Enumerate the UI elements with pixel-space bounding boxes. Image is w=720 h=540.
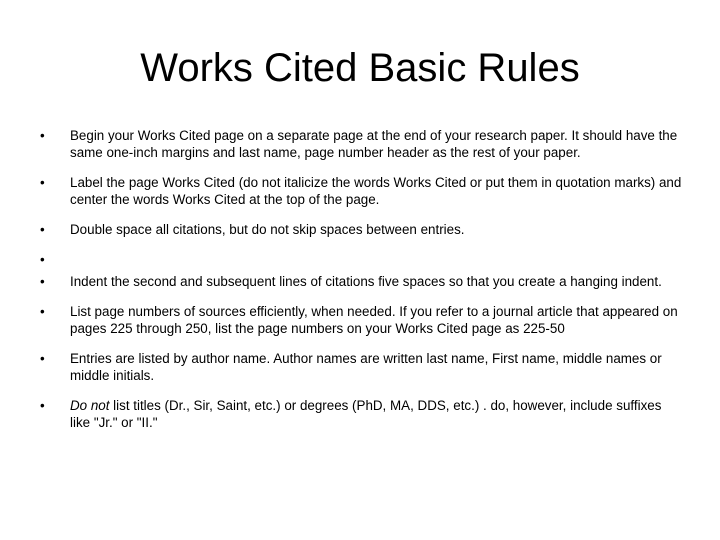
bullet-icon: • xyxy=(40,175,45,190)
bullet-text-emphasis: Do not xyxy=(70,398,110,413)
bullet-item-titles-degrees xyxy=(36,397,684,431)
bullet-icon: • xyxy=(40,274,45,289)
bullet-text: Label the page Works Cited (do not italicize the words Works Cited or put them in quotation marks) and center the words Works Cited at the top of the page. xyxy=(70,175,682,207)
slide-title: Works Cited Basic Rules xyxy=(140,46,580,90)
bullet-text-wrapper xyxy=(70,397,684,431)
bullet-item-separate-page xyxy=(36,127,684,161)
bullet-icon: • xyxy=(40,128,45,143)
bullet-text: list titles (Dr., Sir, Saint, etc.) or degrees (PhD, MA, DDS, etc.) . do, however, include suffixes like "Jr." or "II." xyxy=(70,398,662,430)
bullet-icon: • xyxy=(40,222,45,237)
bullet-item-double-space xyxy=(36,221,684,238)
bullet-text xyxy=(70,251,684,268)
bullet-icon: • xyxy=(40,252,45,267)
bullet-list xyxy=(36,127,684,444)
bullet-item-label-page xyxy=(36,174,684,208)
bullet-icon: • xyxy=(40,351,45,366)
bullet-icon: • xyxy=(40,304,45,319)
bullet-item-empty xyxy=(36,251,684,268)
bullet-text: Double space all citations, but do not skip spaces between entries. xyxy=(70,222,465,237)
bullet-item-author-name xyxy=(36,350,684,384)
bullet-icon: • xyxy=(40,398,45,413)
bullet-text: Begin your Works Cited page on a separate page at the end of your research paper. It should have the same one-inch margins and last name, page number header as the rest of your paper. xyxy=(70,128,678,160)
bullet-item-hanging-indent xyxy=(36,273,684,290)
bullet-text: List page numbers of sources efficiently, when needed. If you refer to a journal article that appeared on pages 225 through 250, list the page numbers on your Works Cited page as 225-50 xyxy=(70,304,678,336)
bullet-item-page-numbers xyxy=(36,303,684,337)
bullet-text: Entries are listed by author name. Author names are written last name, First name, middle names or middle initials. xyxy=(70,351,662,383)
bullet-text: Indent the second and subsequent lines of citations five spaces so that you create a hanging indent. xyxy=(70,274,662,289)
